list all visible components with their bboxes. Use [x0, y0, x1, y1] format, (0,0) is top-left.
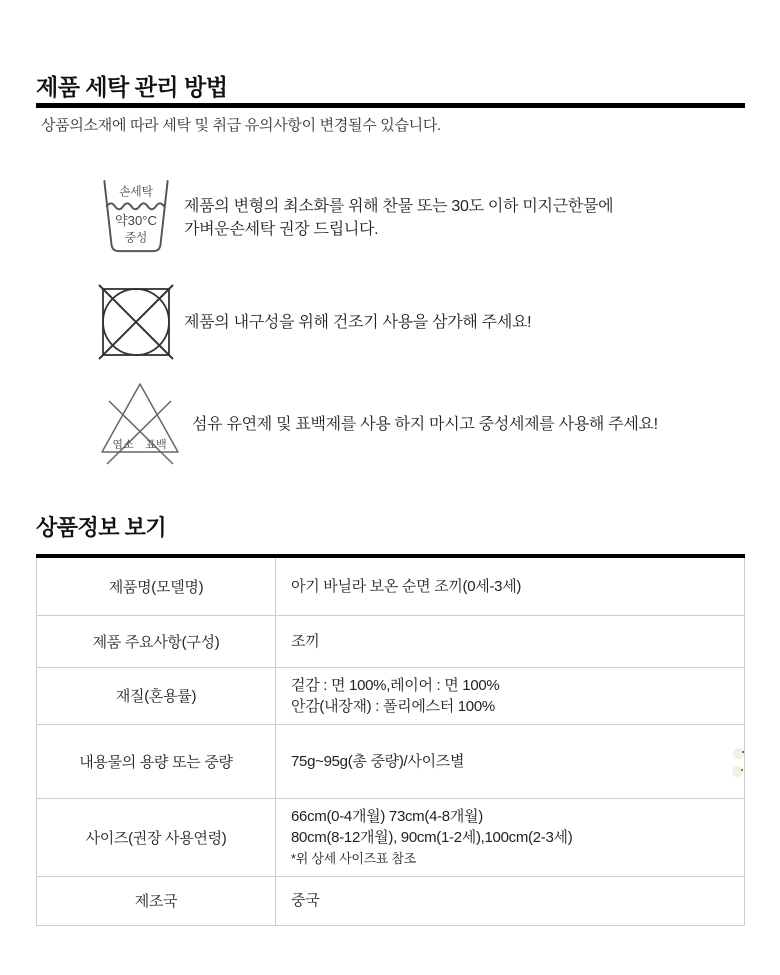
- table-row: [37, 615, 745, 667]
- no-bleach-icon-label-bleach: 표백: [145, 439, 167, 451]
- care-item-no-tumble-dry: [36, 283, 745, 361]
- care-text-line: 제품의 변형의 최소화를 위해 찬물 또는 30도 이하 미지근한물에: [184, 198, 614, 215]
- handwash-icon-label-temp: 약30°C: [114, 212, 158, 228]
- care-text-line: 섬유 유연제 및 표백제를 사용 하지 마시고 중성세제를 사용해 주세요!: [192, 415, 658, 433]
- care-item-handwash: [36, 179, 745, 257]
- row-value-product-name: [276, 556, 745, 615]
- value-line: 조끼: [291, 632, 320, 650]
- row-label-size: 사이즈(권장 사용연령): [37, 798, 276, 876]
- value-line: 겉감 : 면 100%,레이어 : 면 100%: [291, 676, 500, 694]
- handwash-icon-label-top: 손세탁: [119, 185, 153, 199]
- care-text-line: 제품의 내구성을 위해 건조기 사용을 삼가해 주세요!: [184, 313, 532, 331]
- row-label-weight: 내용물의 용량 또는 중량: [37, 724, 276, 798]
- no-bleach-icon: [94, 381, 186, 467]
- care-item-no-bleach: [36, 381, 745, 467]
- product-info-table: [36, 554, 745, 926]
- value-line: 75g~95g(총 중량)/사이즈별: [291, 752, 465, 770]
- value-line: 아기 바닐라 보온 순면 조끼(0세-3세): [291, 577, 522, 595]
- care-text-line: 가벼운손세탁 권장 드립니다.: [184, 221, 379, 238]
- care-item-text: [184, 195, 613, 241]
- table-row: [37, 798, 745, 876]
- row-value-size: [276, 798, 745, 876]
- value-line: 80cm(8-12개월), 90cm(1-2세),100cm(2-3세): [291, 828, 573, 846]
- row-label-country: 제조국: [37, 876, 276, 925]
- no-bleach-icon-label-chlorine: 염소: [112, 439, 134, 451]
- handwash-icon-label-neutral: 중성: [124, 231, 148, 245]
- title-rule: [36, 103, 745, 108]
- row-label-material: 재질(혼용률): [37, 667, 276, 724]
- handwash-icon: [94, 179, 178, 257]
- care-section-title: 제품 세탁 관리 방법: [36, 74, 228, 100]
- care-item-text: [184, 311, 531, 334]
- value-line: 66cm(0-4개월) 73cm(4-8개월): [291, 807, 483, 825]
- image-artifact: [732, 766, 743, 777]
- row-label-product-name: 제품명(모델명): [37, 556, 276, 615]
- care-instruction-list: [36, 179, 745, 467]
- care-section-subtitle: 상품의소재에 따라 세탁 및 취급 유의사항이 변경될수 있습니다.: [41, 117, 441, 134]
- info-section-title: 상품정보 보기: [36, 515, 167, 540]
- image-artifact: [733, 748, 744, 759]
- row-label-composition: 제품 주요사항(구성): [37, 615, 276, 667]
- table-row: [37, 556, 745, 615]
- row-value-country: [276, 876, 745, 925]
- care-item-text: [192, 413, 658, 436]
- value-line: *위 상세 사이즈표 참조: [291, 850, 417, 866]
- no-tumble-dry-icon: [94, 283, 178, 361]
- table-row: [37, 667, 745, 724]
- table-row: [37, 724, 745, 798]
- row-value-weight: [276, 724, 745, 798]
- value-line: 안감(내장재) : 폴리에스터 100%: [291, 697, 495, 715]
- row-value-composition: [276, 615, 745, 667]
- value-line: 중국: [291, 892, 320, 909]
- table-row: [37, 876, 745, 925]
- row-value-material: [276, 667, 745, 724]
